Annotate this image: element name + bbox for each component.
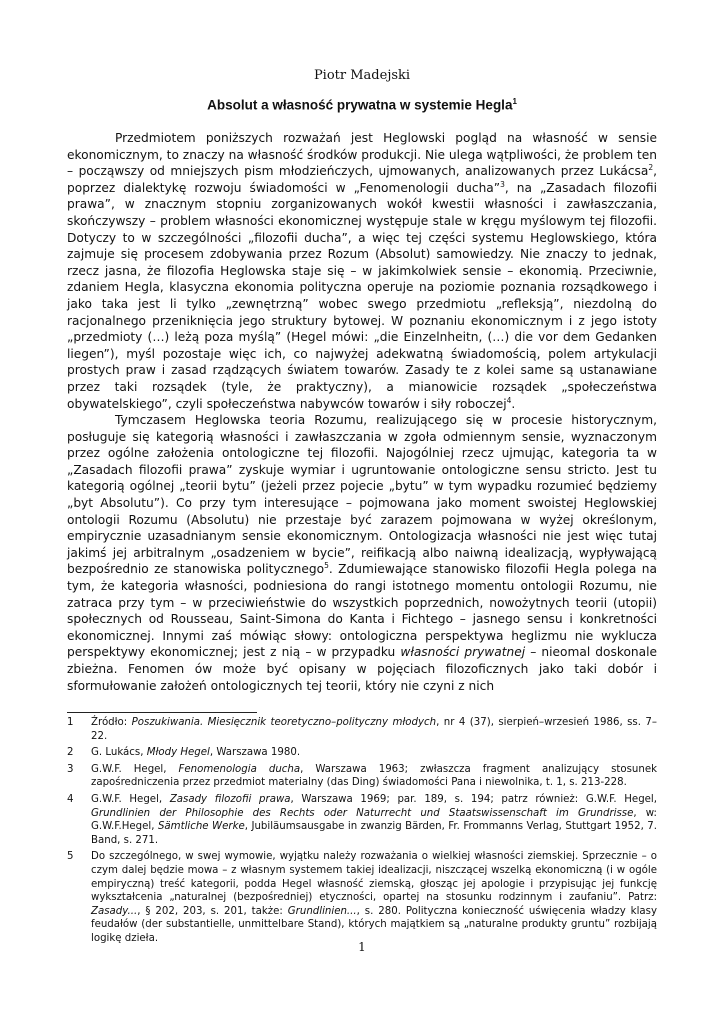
text-run: , Warszawa 1980.	[209, 747, 301, 759]
paragraph	[67, 412, 657, 694]
title-text: Absolut a własność prywatna w systemie Hegla	[207, 97, 513, 113]
paragraph	[67, 130, 657, 412]
text-run: G.W.F. Hegel,	[91, 763, 179, 775]
footnote	[67, 850, 657, 945]
text-run: , Warszawa 1963; zwłaszcza fragment analizujący stosunek zapośredniczenia przez przedmiot materialny (das Ding) świadomości Pana i niewolnika, t. 1, s. 213-228.	[91, 763, 657, 789]
text-run: , na „Zasadach filozofii prawa”, w znacznym stopniu zorganizowanych wokół kwestii własności i zawłaszczania, skończywszy – problem własności ekonomicznej występuje stale w kręgu myślowym tej filozofii. Dotyczy to w szczególności „filozofii ducha”, a więc tej części systemu Heglowskiego, która zajmuje się procesem zdobywania przez Rozum (Absolut) samowiedzy. Nie znaczy to jednak, rzecz jasna, że filozofia Heglowska staje się – w jakimkolwiek sensie – ekonomią. Przeciwnie, zdaniem Hegla, klasyczna ekonomia polityczna operuje na poziomie poznania rozsądkowego i jako taka jest li tylko „zewnętrzną” wobec swego przedmiotu „refleksją”, niezdolną do racjonalnego przeniknięcia jego struktury bytowej. W poznaniu ekonomicznym i z jego istoty „przedmioty (…) leżą poza myślą” (Hegel mówi: „die Einzelnheitn, (…) die vor dem Gedanken liegen”), myśl pozostaje więc ich, co najwyżej adekwatną świadomością, polem artykulacji prostych praw i zasad rządzących światem towarów. Zasady te z kolei same są ustanawiane przez taki rozsądek (tyle, że praktyczny), a mianowicie rozsądek „społeczeństwa obywatelskiego”, czyli społeczeństwa nabywców towarów i siły roboczej	[67, 180, 657, 411]
text-run: Do szczególnego, w swej wymowie, wyjątku należy rozważania o wielkiej własności ziemskiej. Sprzecznie – o czym dalej będzie mowa – z własnym systemem takiej idealizacji, niszczącej wszelką ekonomiczną (i w ogóle empiryczną) treść kategorii, podda Hegel własność ziemską, głosząc jej apologie i przypisując jej funkcję wykształcenia „naturalnej (bezpośredniej) etyczności, opartej na stosunku rodzinnym i zaufaniu”. Patrz:	[91, 851, 657, 904]
footnote	[67, 716, 657, 743]
italic-text: Młody Hegel	[146, 747, 210, 759]
italic-text: Sämtliche Werke	[157, 821, 245, 833]
footnote-text	[91, 763, 657, 790]
title-footnote-ref: 1	[512, 97, 517, 106]
footnote	[67, 763, 657, 790]
page-number: 1	[358, 940, 366, 954]
text-run: , § 202, 203, s. 201, także:	[137, 905, 288, 917]
italic-text: Zasady...	[91, 905, 138, 917]
footnote	[67, 746, 657, 760]
footnote-ref: 4	[506, 395, 512, 405]
footnote-number: 4	[67, 793, 74, 805]
text-run: G. Lukács,	[91, 747, 147, 759]
italic-text: własności prywatnej	[400, 645, 526, 660]
footnote-ref: 3	[500, 179, 505, 189]
footnote-text	[91, 746, 657, 760]
footnotes	[67, 716, 657, 949]
text-run: Tymczasem Heglowska teoria Rozumu, realizującego się w procesie historycznym, posługuje się kategorią własności i zawłaszczania w zgoła odmiennym sensie, wyznaczonym przez ogólne założenia ontologiczne tej filozofii. Najogólniej rzecz ujmując, kategoria ta w „Zasadach filozofii prawa” zyskuje wymiar i ugruntowanie ontologiczne sensu stricto. Jest tu kategorią ogólnej „teorii bytu” (jeżeli przez pojecie „bytu” w tym wypadku rozumieć będziemy „byt Absolutu”). Co przy tym interesujące – pojmowana jako moment swoistej Heglowskiej ontologii Rozumu (Absolutu) nie przestaje być zarazem pojmowana w wyżej określonym, empirycznie uzasadnianym sensie ekonomicznym. Ontologizacja własności nie jest więc tutaj jakimś jej arbitralnym „osadzeniem w bycie”, reifikacją albo naiwną idealizacją, wypływającą bezpośrednio ze stanowiska politycznego	[67, 413, 657, 577]
text-run: Przedmiotem poniższych rozważań jest Heglowski pogląd na własność w sensie ekonomicznym, to znaczy na własność środków produkcji. Nie ulega wątpliwości, że problem ten – począwszy od mniejszych pism młodzieńczych, ujmowanych, analizowanych przez Lukácsa	[67, 131, 657, 179]
text-run: , Warszawa 1969; par. 189, s. 194; patrz również: G.W.F. Hegel,	[290, 793, 657, 805]
text-run: . Zdumiewające stanowisko filozofii Hegla polega na tym, że kategoria własności, podniesiona do rangi istotnego momentu ontologii Rozumu, nie zatraca przy tym – w przeciwieństwie do wszystkich poprzednich, nowożytnych teorii (utopii) społecznych od Rousseau, Saint-Simona do Kanta i Fichtego – jasnego sensu i konkretności ekonomicznej. Innymi zaś mówiąc słowy: ontologiczna perspektywa heglizmu nie wyklucza perspektywy ekonomicznej; jest z nią – w przypadku	[67, 562, 657, 660]
text-run: , nr 4 (37), sierpień–wrzesień 1986, ss. 7–22.	[91, 717, 657, 742]
footnote-separator	[67, 712, 257, 713]
text-run: , poprzez dialektykę rozwoju świadomości w „Fenomenologii ducha”	[67, 164, 657, 195]
text-run: .	[511, 396, 516, 411]
footnote-number: 2	[67, 747, 74, 759]
footnote-number: 1	[67, 717, 74, 728]
text-run: – nieomal doskonale zbieżna. Fenomen ów może być opisany w pojęciach filozoficznych jako taki dobór i sformułowanie założeń ontologicznych tej teorii, który nie czyni z nich	[67, 645, 657, 693]
italic-text: Poszukiwania. Miesięcznik teoretyczno–polityczny młodych	[131, 717, 437, 728]
text-run: G.W.F. Hegel,	[91, 793, 170, 805]
text-run: Źródło:	[91, 717, 132, 728]
footnote-number: 3	[67, 763, 74, 775]
footnote	[67, 793, 657, 847]
italic-text: Zasady filozofii prawa	[169, 793, 291, 805]
footnote-text	[91, 850, 657, 945]
author-name: Piotr Madejski	[313, 68, 411, 83]
text-run: , s. 280. Polityczna konieczność uświęcenia władzy klasy feudałów (der substantielle, unmittelbare Stand), których majątkiem są „naturalne produkty gruntu” rozbijają logikę dzieła.	[91, 905, 657, 944]
footnote-text	[91, 716, 657, 743]
footnote-ref: 5	[324, 561, 329, 571]
article-body	[67, 130, 657, 694]
italic-text: Grundlinien...	[287, 905, 357, 917]
text-run: , Jubiläumsausgabe in zwanzig Bärden, Fr. Frommanns Verlag, Stuttgart 1952, 7. Band, s. 271.	[91, 821, 658, 846]
italic-text: Fenomenologia ducha	[178, 763, 301, 775]
text-run: , w: G.W.F.Hegel,	[91, 807, 657, 833]
footnote-text	[91, 793, 657, 847]
footnote-ref: 2	[648, 163, 654, 173]
italic-text: Grundlinien der Philosophie des Rechts oder Naturrecht und Staatswissenschaft im Grundrisse	[91, 807, 634, 819]
article-title	[0, 97, 724, 113]
footnote-number: 5	[67, 851, 74, 863]
